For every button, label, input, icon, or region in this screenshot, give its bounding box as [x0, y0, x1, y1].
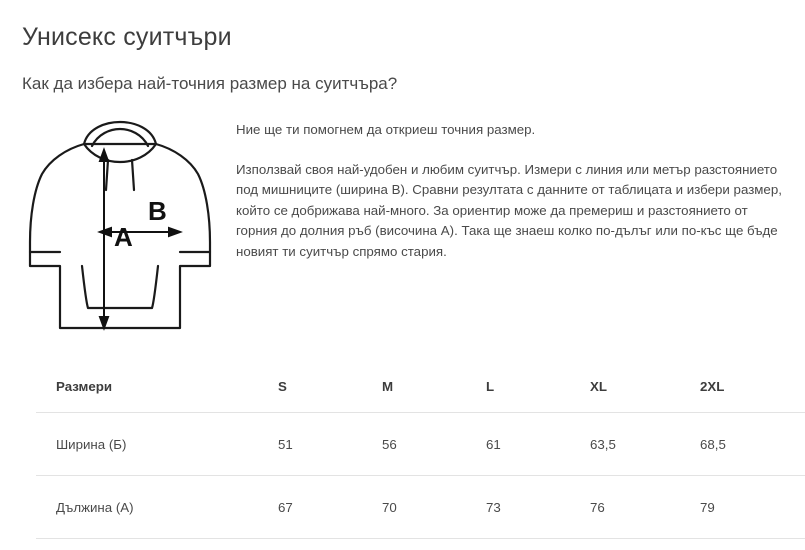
cell-length-m: 70 — [382, 499, 397, 515]
cell-length-s: 67 — [278, 499, 293, 515]
row-label-length: Дължина (А) — [56, 499, 134, 515]
cell-width-s: 51 — [278, 436, 293, 452]
page-title: Унисекс суитчъри — [22, 23, 232, 51]
header-cell-l: L — [486, 378, 495, 394]
width-label: B — [148, 196, 167, 227]
header-cell-s: S — [278, 378, 287, 394]
cell-length-2xl: 79 — [700, 499, 715, 515]
table-row — [36, 413, 805, 476]
cell-width-xl: 63,5 — [590, 436, 616, 452]
instructions — [236, 116, 783, 262]
size-table-body — [36, 413, 805, 539]
size-table-head — [36, 360, 805, 413]
table-row — [36, 476, 805, 539]
header-cell-m: M — [382, 378, 394, 394]
cell-width-m: 56 — [382, 436, 397, 452]
hoodie-diagram-icon — [22, 116, 218, 338]
intro-lead-text: Ние ще ти помогнем да откриеш точния размер. — [236, 122, 536, 138]
cell-width-2xl: 68,5 — [700, 436, 726, 452]
header-cell-sizes: Размери — [56, 378, 113, 394]
intro-section — [22, 116, 783, 338]
row-label-width: Ширина (Б) — [56, 436, 127, 452]
size-table-wrapper — [22, 360, 783, 539]
header-cell-xl: XL — [590, 378, 607, 394]
page-subtitle: Как да избера най-точния размер на суитчъра? — [22, 74, 398, 93]
height-label: A — [114, 222, 133, 253]
intro-paragraph-text: Използвай своя най-удобен и любим суитчър. Измери с линия или метър разстоянието под мишниците (ширина B). Сравни резултата с данните от таблицата и избери размер, който се добрижава най-много. За ориентир може да премериш и разстоянието от горния до долния ръб (височина A). Така ще знаеш колко по-дълъг или по-къс ще бъде новият ти суитчър спрямо стария. — [236, 161, 782, 259]
header-cell-2xl: 2XL — [700, 378, 725, 394]
cell-length-xl: 76 — [590, 499, 605, 515]
table-header-row — [36, 360, 805, 413]
size-table — [36, 360, 805, 539]
cell-length-l: 73 — [486, 499, 501, 515]
cell-width-l: 61 — [486, 436, 501, 452]
